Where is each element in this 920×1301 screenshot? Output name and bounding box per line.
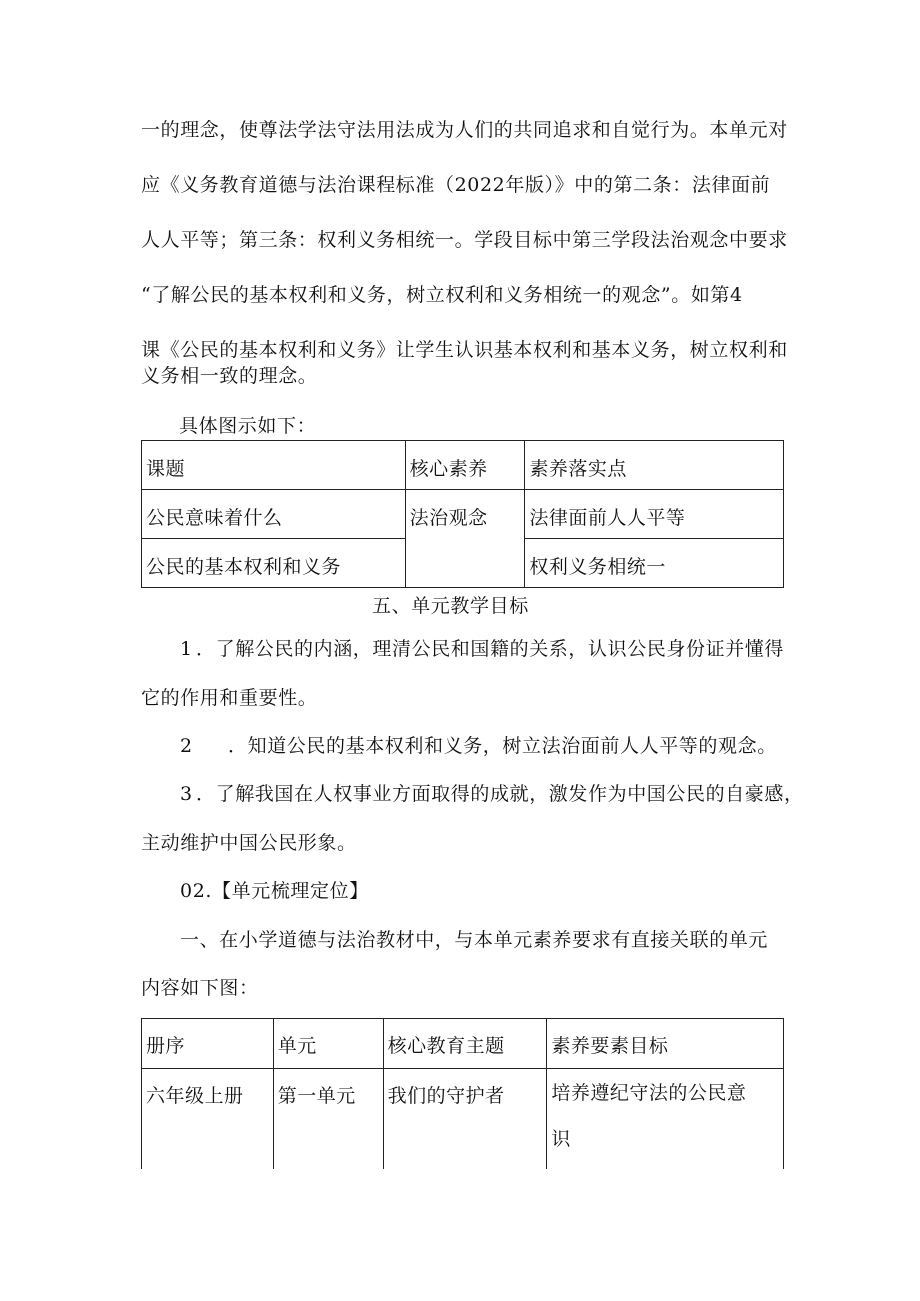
point-cell: 法律面前人人平等 [525,490,784,539]
section-one-intro-line-1: 一、在小学道德与法治教材中，与本单元素养要求有直接关联的单元 [180,929,769,951]
theme-cell: 我们的守护者 [383,1069,547,1169]
header-cell: 核心教育主题 [383,1019,547,1069]
lesson-cell: 公民的基本权利和义务 [142,539,406,588]
intro-line-2: 应《义务教育道德与法治课程标准（2022年版）》中的第二条：法律面前 [141,174,771,196]
goal-1-line-2: 它的作用和重要性。 [141,687,318,709]
section-02-title: 02.【单元梳理定位】 [180,880,369,902]
literacy-table [141,440,784,588]
section-one-intro-line-2: 内容如下图： [141,977,259,999]
goal-cell-line-1: 培养遵纪守法的公民意 [551,1082,747,1104]
goal-2-number: 2 [180,735,193,757]
table-row [142,1069,784,1169]
header-cell: 素养要素目标 [547,1019,784,1069]
header-cell: 单元 [273,1019,383,1069]
point-cell: 权利义务相统一 [525,539,784,588]
intro-line-4: “了解公民的基本权利和义务，树立权利和义务相统一的观念”。如第4 [141,284,743,306]
lesson-cell: 公民意味着什么 [142,490,406,539]
header-cell: 核心素养 [405,441,525,490]
grade-cell: 六年级上册 [142,1069,274,1169]
goal-2-line-1: ．知道公民的基本权利和义务，树立法治面前人人平等的观念。 [228,735,777,757]
goal-1-number: 1 [180,638,193,660]
section-five-title: 五、单元教学目标 [372,595,529,617]
intro-line-5: 课《公民的基本权利和义务》让学生认识基本权利和基本义务，树立权利和 [141,339,788,361]
literacy-cell: 法治观念 [405,490,525,588]
goal-3-line-2: 主动维护中国公民形象。 [141,832,357,854]
unit-cell: 第一单元 [273,1069,383,1169]
related-units-table [141,1018,784,1169]
table-row [142,490,784,539]
intro-line-3: 人人平等；第三条：权利义务相统一。学段目标中第三学段法治观念中要求 [141,229,788,251]
goal-cell [547,1069,784,1169]
table-header-row [142,441,784,490]
goal-3-line-1: ．了解我国在人权事业方面取得的成就，激发作为中国公民的自豪感， [196,783,804,805]
goal-3-number: 3 [180,783,193,805]
figure-caption: 具体图示如下： [179,415,317,437]
header-cell: 素养落实点 [525,441,784,490]
goal-cell-line-2: 识 [551,1128,571,1150]
header-cell: 册序 [142,1019,274,1069]
table-header-row [142,1019,784,1069]
goal-1-line-1: ．了解公民的内涵，理清公民和国籍的关系，认识公民身份证并懂得 [196,638,785,660]
header-cell: 课题 [142,441,406,490]
intro-line-6: 义务相一致的理念。 [141,365,318,387]
intro-line-1: 一的理念，使尊法学法守法用法成为人们的共同追求和自觉行为。本单元对 [141,119,788,141]
